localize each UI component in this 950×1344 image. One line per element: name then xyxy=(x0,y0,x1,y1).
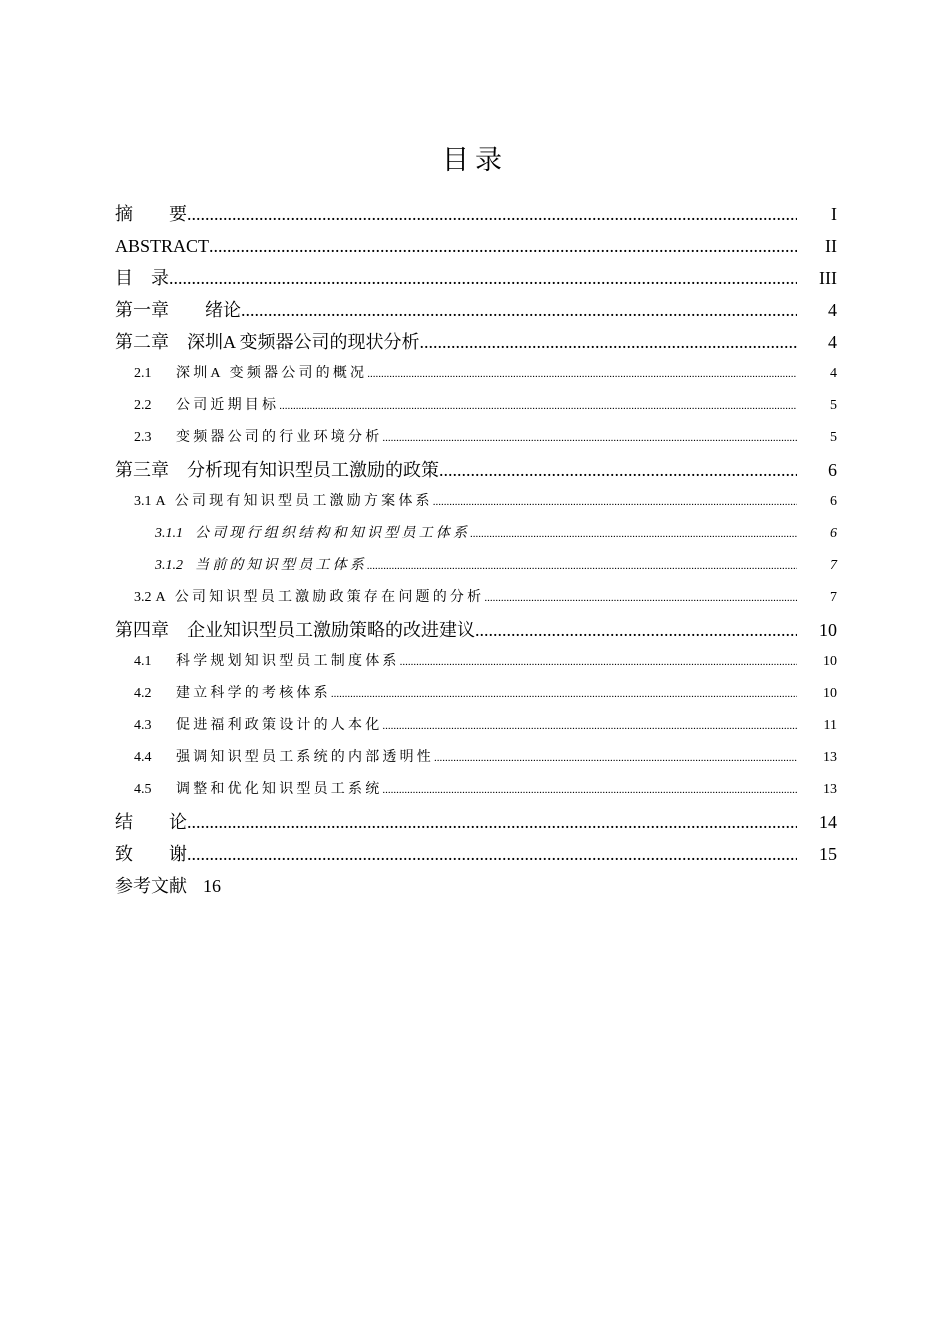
toc-entry-text: 公司现行组织结构和知识型员工体系 xyxy=(195,526,471,541)
toc-entry-label xyxy=(134,646,400,678)
toc-entry-page: III xyxy=(819,268,837,288)
toc-entry[interactable] xyxy=(115,774,837,806)
toc-entry-label xyxy=(155,518,470,550)
toc-entry-text: 当前的知识型员工体系 xyxy=(195,558,367,573)
toc-leader-dots xyxy=(420,326,797,358)
toc-entry-label xyxy=(134,678,331,710)
toc-entry-text: 科学规划知识型员工制度体系 xyxy=(176,654,400,669)
toc-entry-number: 4.4 xyxy=(134,750,152,765)
toc-entry-text: 参考文献 xyxy=(115,876,187,896)
toc-entry-text: 深圳A 变频器公司的概况 xyxy=(176,366,368,381)
toc-entry-text: 促进福利政策设计的人本化 xyxy=(176,718,383,733)
toc-entry[interactable] xyxy=(115,806,837,838)
toc-entry-number: 3.2 xyxy=(134,590,152,605)
toc-entry-page: 14 xyxy=(819,812,837,832)
toc-entry[interactable] xyxy=(115,230,837,262)
toc-entry-number: 4.2 xyxy=(134,686,152,701)
toc-entry[interactable] xyxy=(115,870,837,902)
toc-entry-number: 4.3 xyxy=(134,718,152,733)
toc-entry[interactable] xyxy=(115,742,837,774)
toc-leader-dots xyxy=(187,198,797,230)
toc-leader-dots xyxy=(484,582,797,614)
toc-entry-number: 2.1 xyxy=(134,366,152,381)
toc-entry-page: 5 xyxy=(830,398,837,413)
toc-entry-page: 4 xyxy=(828,332,837,352)
toc-leader-dots xyxy=(279,390,797,422)
toc-entry-page: 7 xyxy=(830,558,837,573)
toc-entry[interactable] xyxy=(115,614,837,646)
toc-leader-dots xyxy=(382,774,797,806)
toc-entry-page: 6 xyxy=(830,494,837,509)
toc-entry-page: 13 xyxy=(823,750,837,765)
toc-entry-label xyxy=(115,870,187,902)
toc-leader-dots xyxy=(331,678,797,710)
toc-leader-dots xyxy=(382,710,797,742)
toc-entry[interactable] xyxy=(115,262,837,294)
toc-leader-dots xyxy=(241,294,797,326)
toc-leader-dots xyxy=(434,742,797,774)
toc-entry-text: 第三章 分析现有知识型员工激励的政策 xyxy=(115,460,439,480)
toc-entry-label xyxy=(134,582,484,614)
toc-entry[interactable] xyxy=(115,518,837,550)
toc-leader-dots xyxy=(209,230,797,262)
toc-entry-text: A 公司现有知识型员工激励方案体系 xyxy=(155,494,433,509)
toc-leader-dots xyxy=(400,646,797,678)
toc-leader-dots xyxy=(187,806,797,838)
toc-entry-text: 建立科学的考核体系 xyxy=(176,686,331,701)
toc-entry-number: 2.2 xyxy=(134,398,152,413)
toc-entry-page: 4 xyxy=(830,366,837,381)
toc-entry-label xyxy=(115,806,187,838)
toc-entry-number: 4.1 xyxy=(134,654,152,669)
toc-entry[interactable] xyxy=(115,326,837,358)
toc-entry[interactable] xyxy=(115,710,837,742)
toc-entry[interactable] xyxy=(115,358,837,390)
toc-leader-dots xyxy=(433,486,797,518)
toc-leader-dots xyxy=(169,262,797,294)
toc-entry-page: 10 xyxy=(823,686,837,701)
toc-entry-text: 致 谢 xyxy=(115,844,187,864)
toc-leader-dots xyxy=(187,838,797,870)
toc-entry-text: 变频器公司的行业环境分析 xyxy=(176,430,383,445)
toc-entry[interactable] xyxy=(115,582,837,614)
toc-entry-number: 3.1 xyxy=(134,494,152,509)
toc-leader-dots xyxy=(382,422,797,454)
toc-entry-label xyxy=(115,614,475,646)
toc-entry-label xyxy=(134,710,382,742)
toc-entry-text: 摘 要 xyxy=(115,204,187,224)
toc-entry-label xyxy=(134,486,433,518)
toc-entry-number: 2.3 xyxy=(134,430,152,445)
toc-entry-text: 目 录 xyxy=(115,268,169,288)
toc-entry-label xyxy=(134,358,367,390)
toc-entry[interactable] xyxy=(115,838,837,870)
toc-entry-page: 6 xyxy=(830,526,837,541)
toc-entry-page: 10 xyxy=(823,654,837,669)
toc-entry-text: 第二章 深圳A 变频器公司的现状分析 xyxy=(115,332,420,352)
toc-entry-number: 3.1.1 xyxy=(155,526,183,541)
toc-entry-text: A 公司知识型员工激励政策存在问题的分析 xyxy=(155,590,485,605)
toc-leader-dots xyxy=(475,614,797,646)
toc-entry-label xyxy=(115,198,187,230)
toc-entry-page: 10 xyxy=(819,620,837,640)
toc-entry-label xyxy=(115,838,187,870)
toc-entry-label xyxy=(134,390,279,422)
toc-entry-label xyxy=(115,230,209,262)
toc-entry-page: 7 xyxy=(830,590,837,605)
table-of-contents xyxy=(115,198,837,902)
toc-entry[interactable] xyxy=(115,198,837,230)
toc-leader-dots xyxy=(470,518,797,550)
toc-entry-label xyxy=(155,550,367,582)
toc-entry-page: 13 xyxy=(823,782,837,797)
toc-entry-page: 16 xyxy=(203,876,221,896)
toc-entry-number: 4.5 xyxy=(134,782,152,797)
toc-leader-dots xyxy=(367,358,797,390)
toc-entry-page: I xyxy=(831,204,837,224)
toc-entry-text: 调整和优化知识型员工系统 xyxy=(176,782,383,797)
toc-entry-text: 第四章 企业知识型员工激励策略的改进建议 xyxy=(115,620,475,640)
toc-entry-label xyxy=(115,294,241,326)
toc-entry-label xyxy=(134,742,434,774)
toc-entry[interactable] xyxy=(115,454,837,486)
toc-entry[interactable] xyxy=(115,294,837,326)
toc-entry-page: 4 xyxy=(828,300,837,320)
toc-entry[interactable] xyxy=(115,646,837,678)
toc-entry-label xyxy=(115,262,169,294)
toc-entry[interactable] xyxy=(115,422,837,454)
toc-entry-label xyxy=(115,326,420,358)
toc-entry-label xyxy=(134,422,382,454)
toc-entry-page: 15 xyxy=(819,844,837,864)
toc-entry-page: 6 xyxy=(828,460,837,480)
toc-title: 目录 xyxy=(442,145,508,176)
toc-leader-dots xyxy=(367,550,797,582)
toc-entry-text: 第一章 绪论 xyxy=(115,300,241,320)
toc-entry[interactable] xyxy=(115,550,837,582)
toc-entry-page: 11 xyxy=(823,718,837,733)
toc-entry-label xyxy=(115,454,439,486)
toc-entry[interactable] xyxy=(115,390,837,422)
toc-entry-label xyxy=(134,774,382,806)
toc-entry-number: 3.1.2 xyxy=(155,558,183,573)
toc-entry-page: II xyxy=(825,236,837,256)
toc-entry-text: 公司近期目标 xyxy=(176,398,280,413)
toc-entry[interactable] xyxy=(115,678,837,710)
toc-entry-text: ABSTRACT xyxy=(115,236,210,256)
toc-entry[interactable] xyxy=(115,486,837,518)
toc-entry-text: 强调知识型员工系统的内部透明性 xyxy=(176,750,434,765)
toc-entry-page: 5 xyxy=(830,430,837,445)
toc-leader-dots xyxy=(439,454,797,486)
toc-entry-text: 结 论 xyxy=(115,812,187,832)
